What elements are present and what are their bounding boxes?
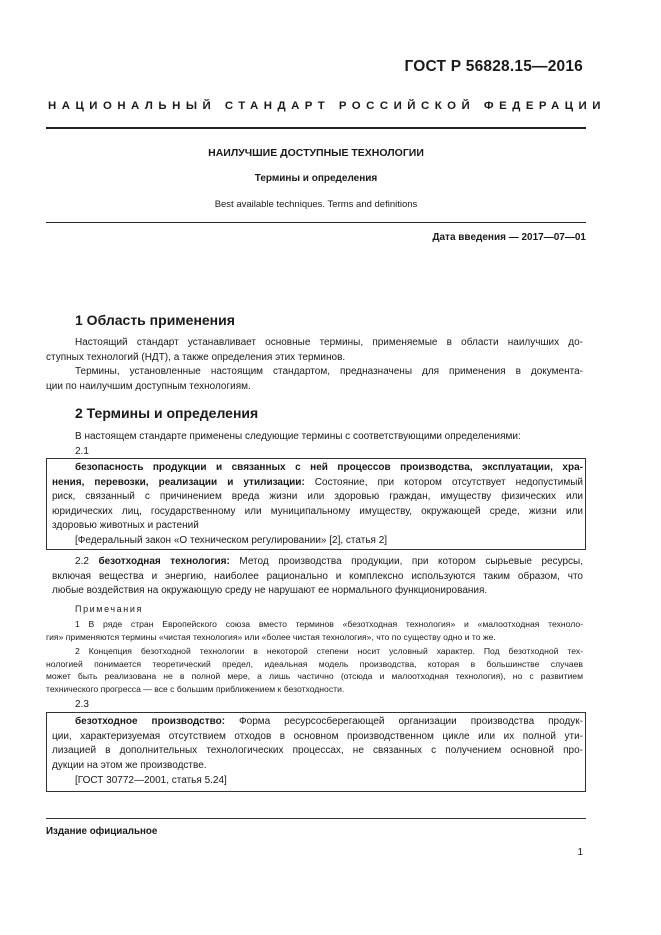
official-edition-label: Издание официальное xyxy=(46,826,158,837)
notes-heading: Примечания xyxy=(75,604,143,614)
note-1-line-2: гия» применяются термины «чистая технология» или «более чистая технология», что по существу одно и то же. xyxy=(46,631,496,642)
note-2-line-4: технического прогресса — все с большим приближением к безотходности. xyxy=(46,683,345,694)
term-2-1-definition-line-3: риск, связанный с причинением вреда жизни или здоровью граждан, имуществу физических или xyxy=(52,491,583,502)
term-2-3-number: 2.3 xyxy=(75,699,89,710)
term-2-1-title-line-2: нения, перевозки, реализации и утилизации: xyxy=(52,476,305,488)
term-2-2-line-1 xyxy=(75,555,583,570)
term-2-3-line-3: лизацией в дополнительных технологических процессах, не связанных с получением основной про- xyxy=(52,745,583,756)
term-2-1-number: 2.1 xyxy=(75,445,89,457)
footer-divider xyxy=(46,818,586,819)
term-2-1-line-2 xyxy=(52,476,583,491)
section-1-paragraph-1-line-1: Настоящий стандарт устанавливает основные термины, применяемые в области наилучших до- xyxy=(75,337,583,348)
term-2-3-line-1 xyxy=(75,715,583,730)
term-2-3-source: [ГОСТ 30772—2001, статья 5.24] xyxy=(75,775,227,786)
note-1-line-1: 1 В ряде стран Европейского союза вместо терминов «безотходная технология» и «малоотходная техноло- xyxy=(75,619,583,629)
header-divider xyxy=(46,127,586,129)
note-2-line-3: может быть реализована не в полной мере, а лишь частично (отсюда и малоотходная технология), но с развитием xyxy=(46,671,583,681)
term-2-2-number: 2.2 xyxy=(75,556,89,567)
term-2-1-source: [Федеральный закон «О техническом регулировании» [2], статья 2] xyxy=(75,535,388,546)
section-1-heading: 1 Область применения xyxy=(75,312,235,328)
term-2-1-title-line-1: безопасность продукции и связанных с ней процессов производства, эксплуатации, хра- xyxy=(75,462,583,473)
section-2-heading: 2 Термины и определения xyxy=(75,405,259,421)
term-2-3-line-4: дукции на этом же производстве. xyxy=(52,759,207,771)
section-2-intro: В настоящем стандарте применены следующие термины с соответствующими определениями: xyxy=(75,431,521,442)
effective-date: Дата введения — 2017—07—01 xyxy=(432,232,586,243)
section-1-paragraph-2-line-2: ции по наилучшим доступным технологиям. xyxy=(46,380,251,392)
page-number: 1 xyxy=(577,847,583,858)
section-1-paragraph-2-line-1: Термины, установленные настоящим стандартом, предназначены для применения в документа- xyxy=(75,366,583,377)
term-2-1-definition-start: Состояние, при котором отсутствует недопустимый xyxy=(304,476,583,488)
national-standard-banner: НАЦИОНАЛЬНЫЙ СТАНДАРТ РОССИЙСКОЙ ФЕДЕРАЦИИ xyxy=(48,100,606,112)
term-2-3-line-2: ции, характеризуемая отсутствием отходов в основном производственном цикле или их полной ути- xyxy=(52,730,583,742)
section-1-paragraph-1-line-2: ступных технологий (НДТ), а также определения этих терминов. xyxy=(46,351,346,363)
term-2-1-definition-line-4: юридических лиц, государственному или муниципальному имуществу, окружающей среде, жизни или xyxy=(52,505,583,517)
document-number: ГОСТ Р 56828.15—2016 xyxy=(404,58,583,75)
term-2-2-title: безотходная технология: xyxy=(98,556,230,567)
term-2-2-line-3: любые воздействия на окружающую среду не нарушают ее нормального функционирования. xyxy=(52,585,488,596)
note-2-line-1: 2 Концепция безотходной технологии в некоторой степени носит условный характер. Под безотходной тех- xyxy=(75,646,583,656)
term-2-3-definition-start: Форма ресурсосберегающей организации производства продук- xyxy=(225,716,583,727)
term-2-1-definition-line-5: здоровью животных и растений xyxy=(52,520,199,531)
term-2-2-definition-start: Метод производства продукции, при котором сырьевые ресурсы, xyxy=(229,556,584,567)
term-2-3-title: безотходное производство: xyxy=(75,716,226,727)
standard-subtitle: Термины и определения xyxy=(254,173,378,184)
note-2-line-2: нологией понимается теоретический предел, идеальная модель производства, которая в большинстве случаев xyxy=(46,658,583,669)
title-divider xyxy=(46,222,586,223)
term-2-2-line-2: включая вещества и энергию, наиболее рационально и комплексно используются таким образом, что xyxy=(52,570,583,582)
english-title: Best available techniques. Terms and definitions xyxy=(214,199,418,210)
standard-title: НАИЛУЧШИЕ ДОСТУПНЫЕ ТЕХНОЛОГИИ xyxy=(208,147,424,159)
